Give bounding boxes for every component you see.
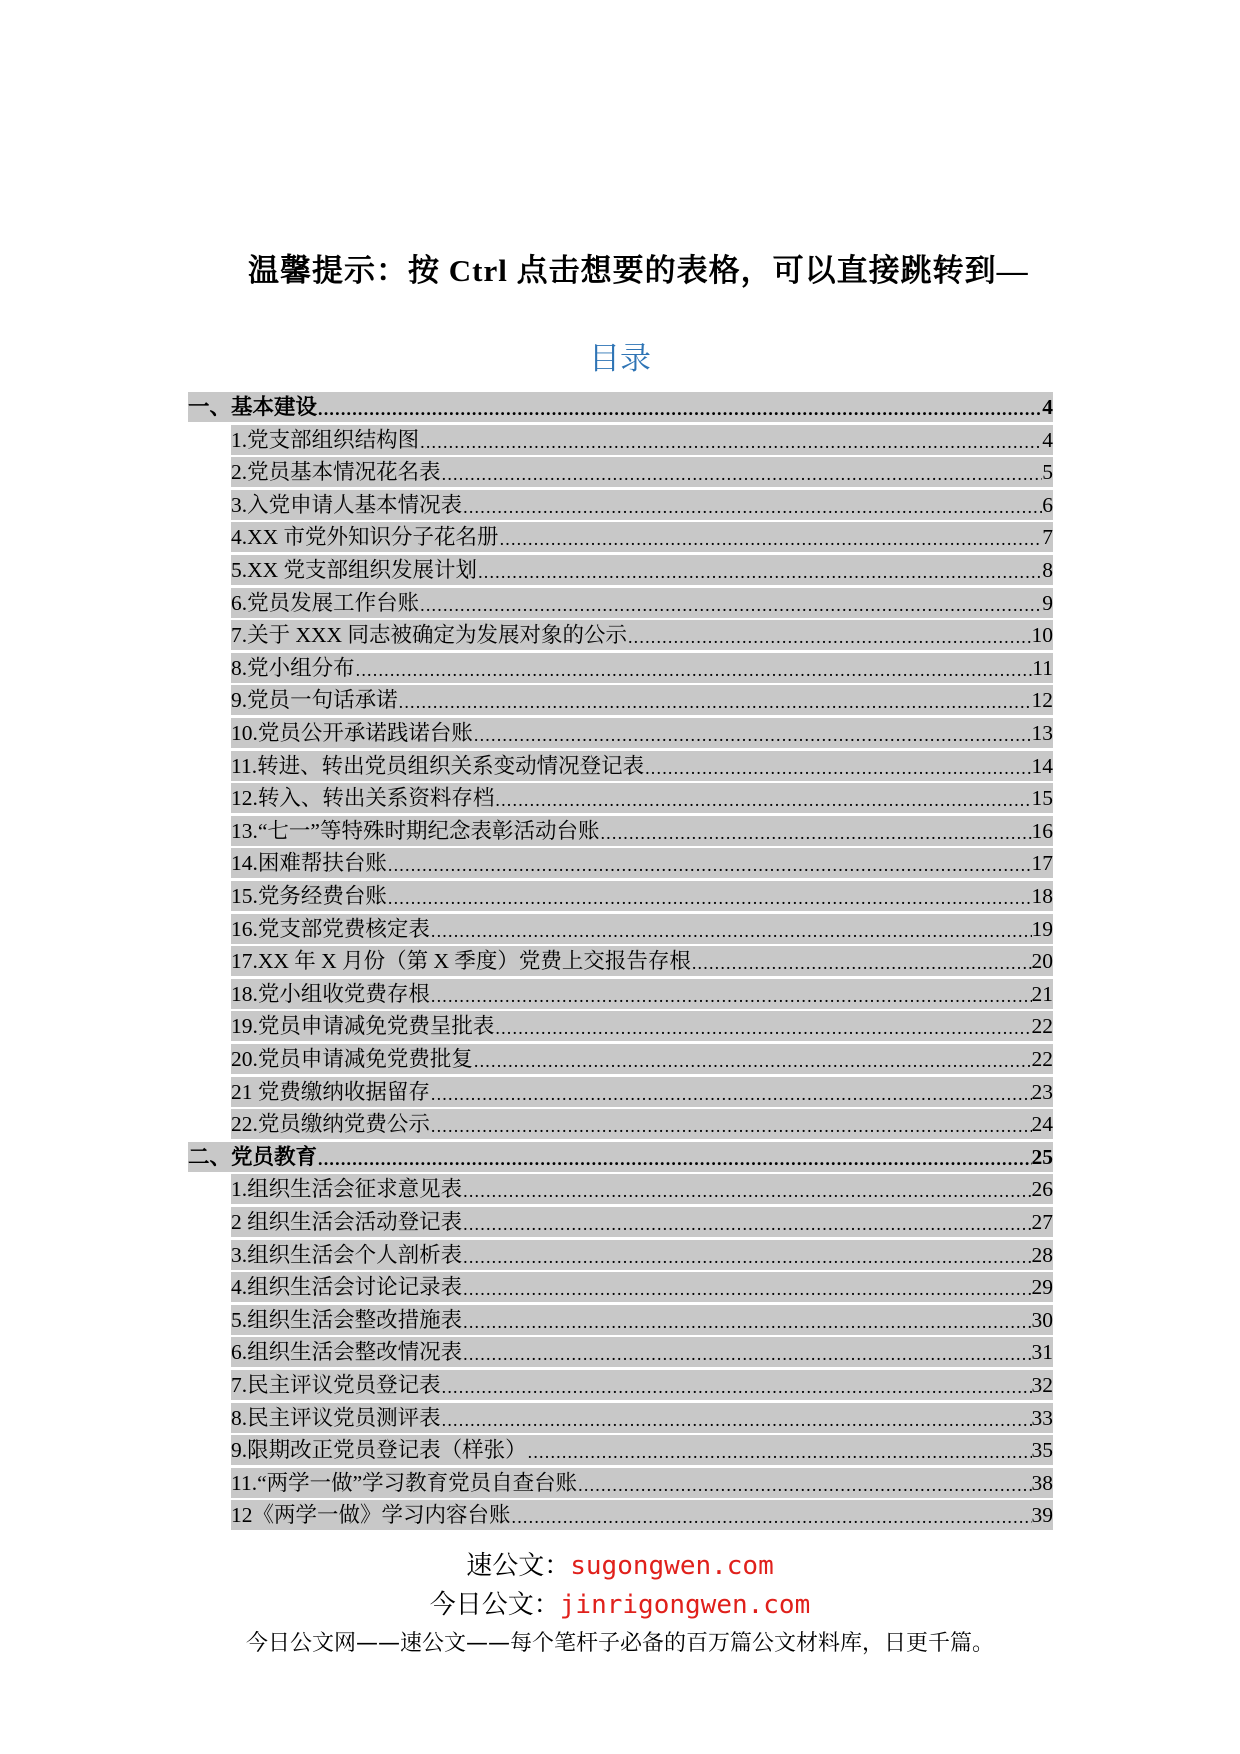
footer-link-jinrigongwen[interactable]: jinrigongwen.com — [559, 1590, 811, 1620]
toc-entry-text: 2 组织生活会活动登记表 — [231, 1207, 463, 1237]
toc-page-number: 4 — [1042, 425, 1053, 455]
toc-item-link[interactable] — [231, 1207, 1053, 1237]
toc-dot-leader — [442, 1370, 1032, 1400]
toc-entry-text: 7.关于 XXX 同志被确定为发展对象的公示 — [231, 620, 628, 650]
toc-page-number: 30 — [1032, 1305, 1054, 1335]
toc-item-link[interactable] — [231, 751, 1053, 781]
toc-dot-leader — [500, 522, 1043, 552]
toc-entry-text: 20.党员申请减免党费批复 — [231, 1044, 474, 1074]
toc-entry-text: 2.党员基本情况花名表 — [231, 457, 442, 487]
toc-entry-text: 12.转入、转出关系资料存档 — [231, 783, 495, 813]
toc-entry-text: 11.“两学一做”学习教育党员自查台账 — [231, 1468, 578, 1498]
toc-section-link[interactable] — [188, 392, 1053, 422]
toc-item-link[interactable] — [231, 1272, 1053, 1302]
toc-entry-text: 4.组织生活会讨论记录表 — [231, 1272, 463, 1302]
toc-dot-leader — [463, 1240, 1031, 1270]
toc-entry-text: 17.XX 年 X 月份（第 X 季度）党费上交报告存根 — [231, 946, 692, 976]
toc-dot-leader — [420, 425, 1042, 455]
toc-page-number: 20 — [1032, 946, 1054, 976]
footer-link-sugongwen[interactable]: sugongwen.com — [570, 1551, 774, 1581]
toc-dot-leader — [420, 588, 1042, 618]
toc-dot-leader — [388, 881, 1032, 911]
toc-page-number: 10 — [1032, 620, 1054, 650]
toc-dot-leader — [431, 914, 1032, 944]
toc-item-link[interactable] — [231, 457, 1053, 487]
toc-entry-text: 6.组织生活会整改情况表 — [231, 1337, 463, 1367]
toc-item-link[interactable] — [231, 783, 1053, 813]
toc-dot-leader — [600, 816, 1031, 846]
toc-item-link[interactable] — [231, 588, 1053, 618]
toc-dot-leader — [478, 555, 1042, 585]
toc-item-link[interactable] — [231, 685, 1053, 715]
toc-page-number: 22 — [1032, 1044, 1054, 1074]
toc-entry-text: 4.XX 市党外知识分子花名册 — [231, 522, 500, 552]
toc-dot-leader — [474, 1044, 1032, 1074]
toc-dot-leader — [495, 783, 1031, 813]
toc-dot-leader — [463, 490, 1042, 520]
toc-entry-text: 8.民主评议党员测评表 — [231, 1403, 442, 1433]
toc-page-number: 7 — [1042, 522, 1053, 552]
toc-page-number: 33 — [1032, 1403, 1054, 1433]
toc-item-link[interactable] — [231, 816, 1053, 846]
toc-page-number: 13 — [1032, 718, 1054, 748]
toc-entry-text: 15.党务经费台账 — [231, 881, 388, 911]
toc-dot-leader — [463, 1305, 1031, 1335]
toc-page-number: 4 — [1042, 392, 1053, 422]
toc-entry-text: 22.党员缴纳党费公示 — [231, 1109, 431, 1139]
footer-label-2: 今日公文： — [429, 1590, 560, 1620]
toc-entry-text: 3.组织生活会个人剖析表 — [231, 1240, 463, 1270]
toc-page-number: 29 — [1032, 1272, 1054, 1302]
toc-page-number: 21 — [1032, 979, 1054, 1009]
toc-dot-leader — [512, 1500, 1032, 1530]
toc-page-number: 23 — [1032, 1077, 1054, 1107]
toc-dot-leader — [463, 1174, 1031, 1204]
toc-item-link[interactable] — [231, 555, 1053, 585]
toc-page-number: 12 — [1032, 685, 1054, 715]
footer-line-1 — [0, 1545, 1240, 1582]
toc-dot-leader — [463, 1337, 1031, 1367]
toc-page-number: 38 — [1032, 1468, 1054, 1498]
toc-entry-text: 6.党员发展工作台账 — [231, 588, 420, 618]
toc-page-number: 15 — [1032, 783, 1054, 813]
toc-item-link[interactable] — [231, 522, 1053, 552]
toc-entry-text: 1.组织生活会征求意见表 — [231, 1174, 463, 1204]
toc-item-link[interactable] — [231, 1011, 1053, 1041]
toc-page-number: 18 — [1032, 881, 1054, 911]
toc-item-link[interactable] — [231, 718, 1053, 748]
toc-page-number: 35 — [1032, 1435, 1054, 1465]
toc-page-number: 16 — [1032, 816, 1054, 846]
toc-entry-text: 11.转进、转出党员组织关系变动情况登记表 — [231, 751, 645, 781]
toc-page-number: 26 — [1032, 1174, 1054, 1204]
toc-entry-text: 1.党支部组织结构图 — [231, 425, 420, 455]
hint-text: 温馨提示：按 Ctrl 点击想要的表格，可以直接跳转到— — [248, 253, 1029, 288]
toc-item-link[interactable] — [231, 1468, 1053, 1498]
toc-item-link[interactable] — [231, 1109, 1053, 1139]
toc-entry-text: 7.民主评议党员登记表 — [231, 1370, 442, 1400]
toc-item-link[interactable] — [231, 1305, 1053, 1335]
toc-item-link[interactable] — [231, 914, 1053, 944]
toc-dot-leader — [442, 457, 1043, 487]
toc-item-link[interactable] — [231, 946, 1053, 976]
toc-item-link[interactable] — [231, 848, 1053, 878]
toc-item-link[interactable] — [231, 1435, 1053, 1465]
toc-entry-text: 14.困难帮扶台账 — [231, 848, 388, 878]
toc-item-link[interactable] — [231, 425, 1053, 455]
toc-dot-leader — [463, 1272, 1031, 1302]
toc-entry-text: 10.党员公开承诺践诺台账 — [231, 718, 474, 748]
toc-dot-leader — [318, 1142, 1031, 1172]
toc-dot-leader — [318, 392, 1042, 422]
toc-item-link[interactable] — [231, 620, 1053, 650]
toc-page-number: 17 — [1032, 848, 1054, 878]
toc-entry-text: 5.组织生活会整改措施表 — [231, 1305, 463, 1335]
toc-item-link[interactable] — [231, 1077, 1053, 1107]
toc-page-number: 27 — [1032, 1207, 1054, 1237]
toc-dot-leader — [628, 620, 1032, 650]
toc-item-link[interactable] — [231, 881, 1053, 911]
footer-line-2 — [0, 1584, 1240, 1621]
toc-item-link[interactable] — [231, 1044, 1053, 1074]
toc-entry-text: 9.党员一句话承诺 — [231, 685, 399, 715]
toc-page-number: 24 — [1032, 1109, 1054, 1139]
toc-item-link[interactable] — [231, 1174, 1053, 1204]
toc-dot-leader — [645, 751, 1031, 781]
toc-entry-text: 5.XX 党支部组织发展计划 — [231, 555, 478, 585]
toc-page-number: 31 — [1032, 1337, 1054, 1367]
toc-item-link[interactable] — [231, 1337, 1053, 1367]
toc-page-number: 25 — [1032, 1142, 1054, 1172]
toc-dot-leader — [431, 1109, 1032, 1139]
toc-item-link[interactable] — [231, 1500, 1053, 1530]
toc-entry-text: 一、基本建设 — [188, 392, 318, 422]
toc-dot-leader — [578, 1468, 1031, 1498]
toc-dot-leader — [442, 1403, 1032, 1433]
toc-dot-leader — [692, 946, 1032, 976]
toc-page-number: 39 — [1032, 1500, 1054, 1530]
toc-item-link[interactable] — [231, 1240, 1053, 1270]
toc-entry-text: 9.限期改正党员登记表（样张） — [231, 1435, 528, 1465]
toc-entry-text: 二、党员教育 — [188, 1142, 318, 1172]
toc-page-number: 22 — [1032, 1011, 1054, 1041]
toc-dot-leader — [528, 1435, 1032, 1465]
toc-entry-text: 18.党小组收党费存根 — [231, 979, 431, 1009]
toc-dot-leader — [495, 1011, 1031, 1041]
toc-entry-text: 21 党费缴纳收据留存 — [231, 1077, 431, 1107]
toc-entry-text: 3.入党申请人基本情况表 — [231, 490, 463, 520]
toc-title: 目录 — [589, 341, 651, 377]
toc-item-link[interactable] — [231, 490, 1053, 520]
toc-page-number: 11 — [1032, 653, 1053, 683]
toc-dot-leader — [399, 685, 1032, 715]
toc-item-link[interactable] — [231, 1403, 1053, 1433]
toc-page-number: 8 — [1042, 555, 1053, 585]
toc-entry-text: 12《两学一做》学习内容台账 — [231, 1500, 512, 1530]
toc-dot-leader — [431, 979, 1032, 1009]
toc-page-number: 5 — [1042, 457, 1053, 487]
footer-label-1: 速公文： — [466, 1551, 571, 1581]
toc-section-link[interactable] — [188, 1142, 1053, 1172]
toc-page-number: 32 — [1032, 1370, 1054, 1400]
toc-dot-leader — [474, 718, 1032, 748]
toc-page-number: 28 — [1032, 1240, 1054, 1270]
toc-page-number: 14 — [1032, 751, 1054, 781]
footer-slogan: 今日公文网——速公文——每个笔杆子必备的百万篇公文材料库，日更千篇。 — [245, 1631, 994, 1656]
toc-entry-text: 8.党小组分布 — [231, 653, 356, 683]
toc-page-number: 19 — [1032, 914, 1054, 944]
toc-dot-leader — [356, 653, 1033, 683]
toc-page-number: 6 — [1042, 490, 1053, 520]
toc-dot-leader — [431, 1077, 1032, 1107]
toc-entry-text: 16.党支部党费核定表 — [231, 914, 431, 944]
toc-item-link[interactable] — [231, 979, 1053, 1009]
toc-entry-text: 13.“七一”等特殊时期纪念表彰活动台账 — [231, 816, 600, 846]
toc-entry-text: 19.党员申请减免党费呈批表 — [231, 1011, 495, 1041]
toc-item-link[interactable] — [231, 653, 1053, 683]
toc-dot-leader — [388, 848, 1032, 878]
toc-dot-leader — [463, 1207, 1031, 1237]
toc-page-number: 9 — [1042, 588, 1053, 618]
toc-item-link[interactable] — [231, 1370, 1053, 1400]
